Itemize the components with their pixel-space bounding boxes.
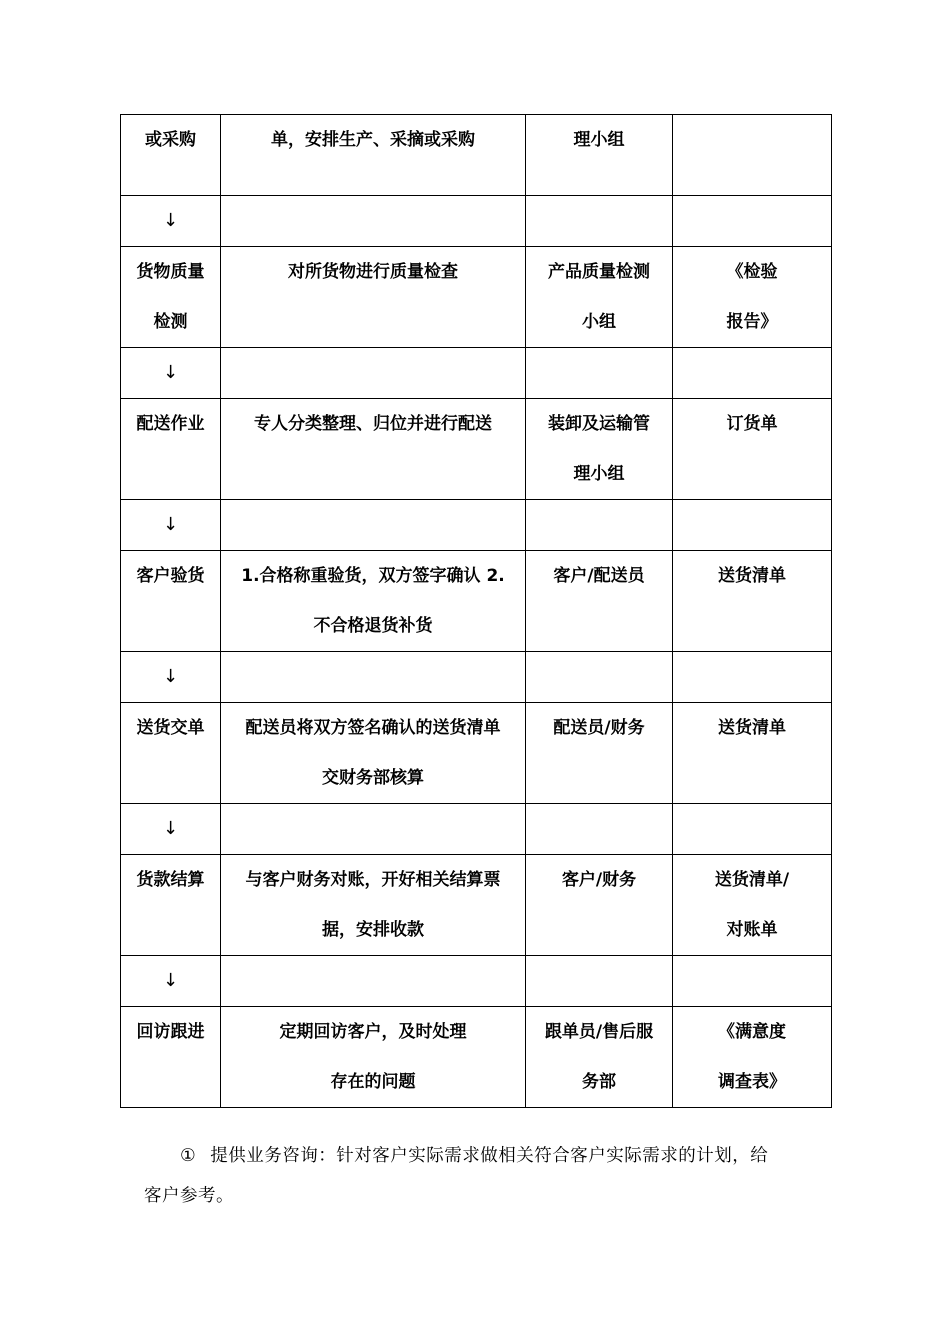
step-document-cell-line: 订货单 bbox=[726, 414, 778, 434]
step-document-cell-line: 对账单 bbox=[726, 920, 778, 940]
flow-step-row bbox=[121, 551, 832, 652]
empty-cell bbox=[673, 196, 832, 247]
empty-cell bbox=[526, 348, 673, 399]
step-document-cell-line: 调查表》 bbox=[718, 1072, 786, 1092]
step-content-cell-line: 据，安排收款 bbox=[322, 920, 424, 940]
step-owner-cell-line: 配送员/财务 bbox=[553, 718, 645, 738]
step-content-cell bbox=[221, 115, 526, 196]
step-owner-cell-line: 理小组 bbox=[573, 130, 625, 150]
step-name-cell bbox=[121, 115, 221, 196]
empty-cell bbox=[673, 500, 832, 551]
step-owner-cell-line: 装卸及运输管 bbox=[548, 414, 650, 434]
step-content-cell-line: 专人分类整理、归位并进行配送 bbox=[254, 414, 492, 434]
empty-cell bbox=[526, 196, 673, 247]
down-arrow-icon: ↓ bbox=[121, 956, 221, 1007]
step-content-cell-line: 不合格退货补货 bbox=[313, 616, 433, 636]
empty-cell bbox=[221, 804, 526, 855]
step-document-cell bbox=[673, 1007, 832, 1108]
step-content-cell bbox=[221, 247, 526, 348]
step-owner-cell-line: 客户/财务 bbox=[561, 870, 637, 890]
down-arrow-icon: ↓ bbox=[121, 348, 221, 399]
flow-arrow-row bbox=[121, 196, 832, 247]
step-owner-cell bbox=[526, 1007, 673, 1108]
step-document-cell bbox=[673, 115, 832, 196]
note-marker: ① bbox=[180, 1146, 197, 1166]
step-document-cell bbox=[673, 247, 832, 348]
step-name-cell bbox=[121, 247, 221, 348]
step-name-cell bbox=[121, 1007, 221, 1108]
flow-arrow-row bbox=[121, 500, 832, 551]
step-document-cell bbox=[673, 855, 832, 956]
down-arrow-icon: ↓ bbox=[121, 804, 221, 855]
flow-step-row bbox=[121, 855, 832, 956]
step-name-cell bbox=[121, 855, 221, 956]
step-document-cell bbox=[673, 703, 832, 804]
step-owner-cell bbox=[526, 399, 673, 500]
empty-cell bbox=[526, 500, 673, 551]
step-content-cell-line: 定期回访客户，及时处理 bbox=[279, 1022, 467, 1042]
step-name-cell-line: 或采购 bbox=[145, 130, 196, 150]
step-content-cell-line: 对所货物进行质量检查 bbox=[288, 262, 458, 282]
step-content-cell bbox=[221, 399, 526, 500]
step-content-cell-line: 存在的问题 bbox=[330, 1072, 416, 1092]
step-content-cell bbox=[221, 703, 526, 804]
empty-cell bbox=[673, 348, 832, 399]
step-document-cell bbox=[673, 399, 832, 500]
step-document-cell bbox=[673, 551, 832, 652]
step-name-cell bbox=[121, 551, 221, 652]
step-document-cell-line: 报告》 bbox=[726, 312, 778, 332]
step-owner-cell bbox=[526, 551, 673, 652]
empty-cell bbox=[221, 956, 526, 1007]
flow-arrow-row bbox=[121, 652, 832, 703]
step-owner-cell bbox=[526, 855, 673, 956]
note-text-line2: 客户参考。 bbox=[144, 1186, 234, 1206]
process-flow-body bbox=[121, 115, 832, 1108]
step-owner-cell-line: 跟单员/售后服 bbox=[544, 1022, 654, 1042]
step-document-cell-line: 送货清单/ bbox=[714, 870, 790, 890]
empty-cell bbox=[221, 196, 526, 247]
empty-cell bbox=[673, 652, 832, 703]
empty-cell bbox=[221, 652, 526, 703]
flow-step-row bbox=[121, 703, 832, 804]
empty-cell bbox=[221, 500, 526, 551]
down-arrow-icon: ↓ bbox=[121, 500, 221, 551]
step-name-cell-line: 回访跟进 bbox=[136, 1022, 205, 1042]
step-owner-cell bbox=[526, 247, 673, 348]
empty-cell bbox=[526, 804, 673, 855]
step-name-cell bbox=[121, 703, 221, 804]
step-owner-cell bbox=[526, 703, 673, 804]
step-document-cell-line: 送货清单 bbox=[718, 718, 786, 738]
empty-cell bbox=[673, 956, 832, 1007]
service-note bbox=[144, 1136, 814, 1216]
step-owner-cell-line: 客户/配送员 bbox=[553, 566, 645, 586]
step-content-cell bbox=[221, 855, 526, 956]
flow-arrow-row bbox=[121, 348, 832, 399]
step-name-cell bbox=[121, 399, 221, 500]
step-content-cell-line: 与客户财务对账，开好相关结算票 bbox=[245, 870, 501, 890]
note-text-line1: 提供业务咨询：针对客户实际需求做相关符合客户实际需求的计划，给 bbox=[210, 1146, 769, 1166]
flow-step-row bbox=[121, 115, 832, 196]
step-document-cell-line: 送货清单 bbox=[718, 566, 786, 586]
step-content-cell-line: 配送员将双方签名确认的送货清单 bbox=[245, 718, 501, 738]
flow-step-row bbox=[121, 399, 832, 500]
step-owner-cell-line: 小组 bbox=[582, 312, 616, 332]
empty-cell bbox=[526, 956, 673, 1007]
step-name-cell-line: 货款结算 bbox=[136, 870, 205, 890]
step-content-cell-line: 1.合格称重验货，双方签字确认 2. bbox=[241, 566, 505, 586]
flow-arrow-row bbox=[121, 956, 832, 1007]
step-content-cell-line: 交财务部核算 bbox=[322, 768, 424, 788]
empty-cell bbox=[526, 652, 673, 703]
step-document-cell-line: 《检验 bbox=[726, 262, 778, 282]
step-name-cell-line: 配送作业 bbox=[136, 414, 205, 434]
step-content-cell-line: 单，安排生产、采摘或采购 bbox=[271, 130, 475, 150]
down-arrow-icon: ↓ bbox=[121, 196, 221, 247]
process-flow-table bbox=[120, 114, 832, 1108]
empty-cell bbox=[221, 348, 526, 399]
step-name-cell-line: 检测 bbox=[153, 312, 188, 332]
flow-step-row bbox=[121, 1007, 832, 1108]
step-document-cell-line: 《满意度 bbox=[718, 1022, 786, 1042]
step-owner-cell-line: 产品质量检测 bbox=[548, 262, 650, 282]
flow-step-row bbox=[121, 247, 832, 348]
step-owner-cell-line: 理小组 bbox=[573, 464, 625, 484]
step-content-cell bbox=[221, 551, 526, 652]
step-content-cell bbox=[221, 1007, 526, 1108]
step-name-cell-line: 送货交单 bbox=[136, 718, 205, 738]
flow-arrow-row bbox=[121, 804, 832, 855]
down-arrow-icon: ↓ bbox=[121, 652, 221, 703]
step-owner-cell-line: 务部 bbox=[582, 1072, 616, 1092]
step-name-cell-line: 客户验货 bbox=[136, 566, 205, 586]
step-owner-cell bbox=[526, 115, 673, 196]
empty-cell bbox=[673, 804, 832, 855]
step-name-cell-line: 货物质量 bbox=[136, 262, 205, 282]
